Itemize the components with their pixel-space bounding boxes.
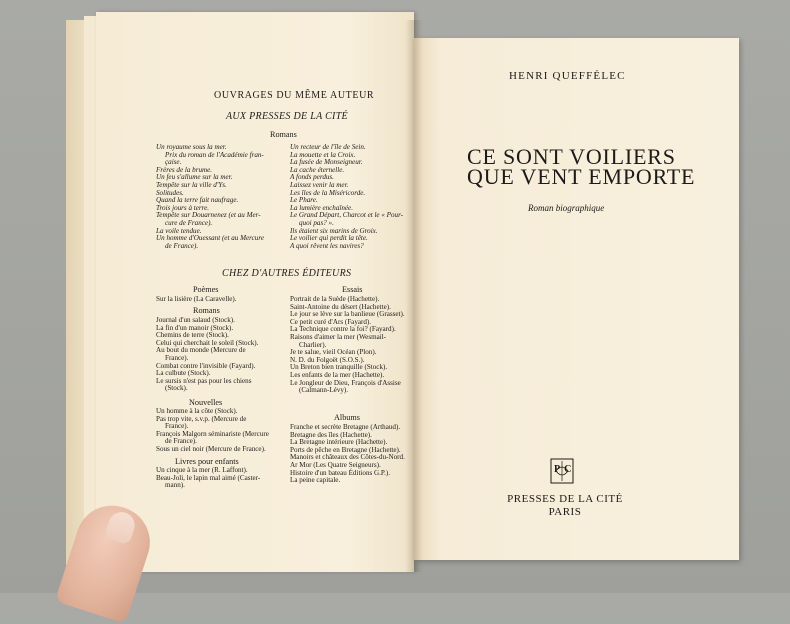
book-list-item: Ils étaient six marins de Groix. (290, 226, 378, 235)
book-list-item: cure de France). (165, 218, 213, 227)
publisher-line1: PRESSES DE LA CITÉ (507, 493, 623, 505)
book-list-item: A quoi rêvent les navires? (290, 241, 364, 250)
book-list-item: La Technique contre la foi? (Fayard). (290, 325, 396, 334)
book-list-item: çaise. (165, 158, 182, 167)
book-list-item: Raisons d'aimer la mer (Wesmail- (290, 332, 387, 341)
book-list-item: Le Jongleur de Dieu, François d'Assise (290, 378, 401, 387)
book-list-item: France). (165, 353, 189, 362)
book-list-item: Un royaume sous la mer. (156, 143, 227, 151)
book-list-item: La voile tendue. (156, 226, 202, 235)
book-list-item: N. D. du Folgoët (S.O.S.). (290, 355, 365, 364)
author-name: HENRI QUEFFÉLEC (509, 70, 626, 82)
category-label: Essais (342, 285, 363, 294)
publisher-line2: PARIS (548, 506, 582, 518)
book-list-item: Trois jours à terre. (156, 203, 210, 212)
book-list-item: Prix du roman de l'Académie fran- (165, 150, 264, 159)
book-list-item: Sur la lisière (La Caravelle). (156, 295, 237, 303)
book-list-item: Un homme d'Ouessant (et au Mercure (156, 234, 264, 243)
book-list-item: Chemins de terre (Stock). (156, 331, 229, 340)
category-label: Poèmes (193, 285, 219, 294)
romans-other-list (156, 317, 258, 393)
book-gutter (405, 20, 423, 572)
book-list-item: Combat contre l'invisible (Fayard). (156, 361, 256, 370)
book-list-item: Un recteur de l'île de Sein. (290, 143, 366, 151)
book-list-item: Saint-Antoine du désert (Hachette). (290, 302, 391, 311)
book-list-item: (Stock). (165, 384, 188, 393)
book-list-item: Pas trop vite, s.v.p. (Mercure de (156, 414, 247, 423)
section-heading: CHEZ D'AUTRES ÉDITEURS (222, 268, 352, 279)
book-list-item: Ar Mor (Les Quatre Seigneurs). (290, 460, 381, 469)
book-list-item: Au bout du monde (Mercure de (156, 346, 246, 355)
category-label: Romans (270, 130, 297, 139)
right-page (414, 38, 739, 560)
book-list-item: La fin d'un manoir (Stock). (156, 323, 234, 332)
book-list-item: quoi pas? ». (299, 218, 334, 227)
book-list-item: La culbute (Stock). (156, 369, 211, 378)
book-list-item: mann). (165, 481, 185, 490)
book-list-item: Journal d'un salaud (Stock). (156, 316, 235, 324)
book-list-item: Le sursis n'est pas pour les chiens (156, 376, 252, 385)
list-heading: OUVRAGES DU MÊME AUTEUR (214, 90, 375, 101)
book-title-line2: QUE VENT EMPORTE (467, 164, 696, 189)
book-list-item: Bretagne des îles (Hachette). (290, 430, 372, 439)
book-list-item: Ce petit curé d'Ars (Fayard). (290, 317, 372, 326)
book-list-item: Le Grand Départ, Charcot et le « Pour- (290, 211, 404, 220)
book-list-item: Le voilier qui perdit la tête. (290, 234, 368, 243)
book-list-item: Franche et secrète Bretagne (Arthaud). (290, 423, 401, 431)
book-list-item: Manoirs et châteaux des Côtes-du-Nord. (290, 453, 405, 462)
publisher-logo-icon (550, 458, 574, 484)
book-list-item: La Bretagne intérieure (Hachette). (290, 438, 388, 447)
book-list-item: La mouette et la Croix. (290, 150, 356, 159)
book-list-item: Celui qui cherchait le soleil (Stock). (156, 338, 259, 347)
poemes-list (156, 296, 237, 304)
book-list-item: La peine capitale. (290, 476, 341, 485)
category-label: Livres pour enfants (175, 457, 239, 466)
book-list-item: La fusée de Monseigneur. (290, 158, 363, 167)
category-label: Nouvelles (189, 398, 223, 407)
category-label: Romans (193, 306, 220, 315)
romans-column-left (156, 144, 264, 250)
essais-list (290, 296, 405, 395)
book-list-item: Tempête sur la ville d'Ys. (156, 180, 227, 189)
book-list-item: Un Breton bien tranquille (Stock). (290, 363, 388, 372)
book-list-item: Quand la terre fait naufrage. (156, 196, 239, 205)
book-list-item: Sous un ciel noir (Mercure de France). (156, 444, 266, 453)
book-list-item: Un cinque à la mer (R. Laffont). (156, 466, 248, 474)
book-list-item: Portrait de la Suède (Hachette). (290, 295, 380, 303)
book-list-item: Un feu s'allume sur la mer. (156, 173, 233, 182)
book-list-item: (Calmann-Lévy). (299, 386, 349, 395)
book-subtitle: Roman biographique (528, 203, 605, 213)
logo-letters: PC (554, 464, 576, 475)
romans-column-right (290, 144, 403, 250)
book-list-item: La cache éternelle. (290, 165, 345, 174)
book-list-item: Laissez venir la mer. (290, 180, 349, 189)
nouvelles-list (156, 408, 269, 454)
book-list-item: de France). (165, 437, 197, 446)
publisher-name (506, 493, 624, 519)
book-list-item: Le jour se lève sur la banlieue (Grasset). (290, 310, 405, 319)
albums-list (290, 424, 405, 485)
book-list-item: Je te salue, vieil Océan (Plon). (290, 348, 377, 357)
book-list-item: Le Phare. (290, 196, 318, 205)
book-list-item: Charlier). (299, 340, 327, 349)
book-list-item: Solitudes. (156, 188, 184, 197)
book-list-item: Les enfants de la mer (Hachette). (290, 370, 385, 379)
book-list-item: Un homme à la côte (Stock). (156, 407, 238, 415)
book-list-item: Frères de la brume. (156, 165, 213, 174)
book-list-item: Ports de pêche en Bretagne (Hachette). (290, 445, 401, 454)
book-list-item: Histoire d'un bateau Éditions G.P.). (290, 468, 390, 477)
book-list-item: de France). (165, 241, 199, 250)
section-heading: AUX PRESSES DE LA CITÉ (226, 111, 348, 122)
book-list-item: A fonds perdus. (290, 173, 334, 182)
book-list-item: Beau-Joli, le lapin mal aimé (Caster- (156, 473, 261, 482)
book-list-item: François Malgorn séminariste (Mercure (156, 429, 269, 438)
livres-list (156, 467, 260, 490)
book-list-item: Tempête sur Douarnenez (et au Mer- (156, 211, 261, 220)
category-label: Albums (334, 413, 360, 422)
book-list-item: La lumière enchaînée. (290, 203, 353, 212)
book-list-item: Les îles de la Miséricorde. (290, 188, 366, 197)
book-list-item: France). (165, 422, 189, 431)
book-title-line1: CE SONT VOILIERS (467, 144, 676, 169)
